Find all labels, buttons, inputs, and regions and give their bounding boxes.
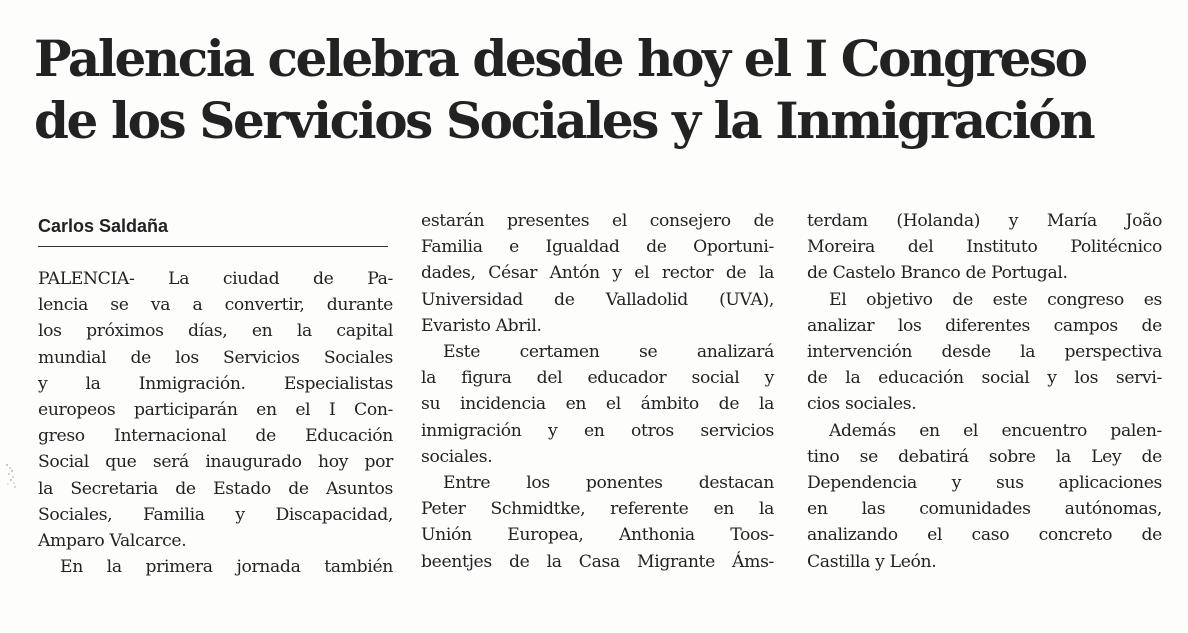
body-line: Social que será inaugurado hoy por — [38, 452, 393, 473]
body-line: greso Internacional de Educación — [38, 426, 393, 447]
body-line: PALENCIA- La ciudad de Pa- — [38, 269, 393, 289]
body-line: Entre los ponentes destacan — [443, 473, 774, 494]
body-line: en las comunidades autónomas, — [807, 499, 1162, 520]
body-line: Además en el encuentro palen- — [829, 420, 1162, 441]
body-line: Sociales, Familia y Discapacidad, — [38, 504, 393, 525]
body-line: mundial de los Servicios Sociales — [38, 347, 393, 368]
body-line: sociales. — [421, 446, 493, 467]
body-line: estarán presentes el consejero de — [421, 211, 774, 231]
body-line: El objetivo de este congreso es — [829, 289, 1162, 310]
scan-specks — [4, 462, 18, 490]
body-line: analizar los diferentes campos de — [807, 315, 1162, 336]
body-line: su incidencia en el ámbito de la — [421, 394, 774, 415]
body-line: Este certamen se analizará — [443, 342, 774, 363]
body-line: europeos participarán en el I Con- — [38, 400, 393, 421]
body-line: Dependencia y sus aplicaciones — [807, 473, 1162, 494]
body-line: tino se debatirá sobre la Ley de — [807, 446, 1162, 467]
body-line: lencia se va a convertir, durante — [38, 295, 393, 316]
body-line: Familia e Igualdad de Oportuni- — [421, 237, 774, 258]
headline — [34, 28, 1164, 152]
body-line: y la Inmigración. Especialistas — [38, 373, 393, 394]
body-line: Unión Europea, Anthonia Toos- — [421, 525, 774, 546]
body-line: Castilla y León. — [807, 551, 937, 572]
body-line: Peter Schmidtke, referente en la — [421, 499, 774, 520]
body-line: los próximos días, en la capital — [38, 321, 393, 342]
body-line: inmigración y en otros servicios — [421, 420, 774, 441]
body-line: beentjes de la Casa Migrante Áms- — [421, 551, 774, 572]
body-line: Universidad de Valladolid (UVA), — [421, 289, 774, 310]
body-line: Evaristo Abril. — [421, 315, 542, 336]
article-column-1 — [38, 266, 393, 580]
body-line: En la primera jornada también — [60, 557, 393, 578]
body-line: cios sociales. — [807, 394, 917, 415]
article-column-2 — [421, 208, 774, 575]
article-column-3 — [807, 208, 1162, 575]
byline: Carlos Saldaña — [38, 214, 388, 247]
headline-line-1: Palencia celebra desde hoy el I Congreso — [34, 29, 1086, 88]
body-line: terdam (Holanda) y María João — [807, 211, 1162, 231]
headline-line-2: de los Servicios Sociales y la Inmigración — [34, 91, 1094, 150]
body-line: intervención desde la perspectiva — [807, 342, 1162, 363]
body-line: la figura del educador social y — [421, 368, 774, 389]
body-line: analizando el caso concreto de — [807, 525, 1162, 546]
body-line: Moreira del Instituto Politécnico — [807, 237, 1162, 258]
body-line: Amparo Valcarce. — [38, 531, 187, 552]
body-line: la Secretaria de Estado de Asuntos — [38, 478, 393, 499]
body-line: de la educación social y los servi- — [807, 368, 1162, 389]
body-line: de Castelo Branco de Portugal. — [807, 263, 1068, 284]
body-line: dades, César Antón y el rector de la — [421, 263, 774, 284]
